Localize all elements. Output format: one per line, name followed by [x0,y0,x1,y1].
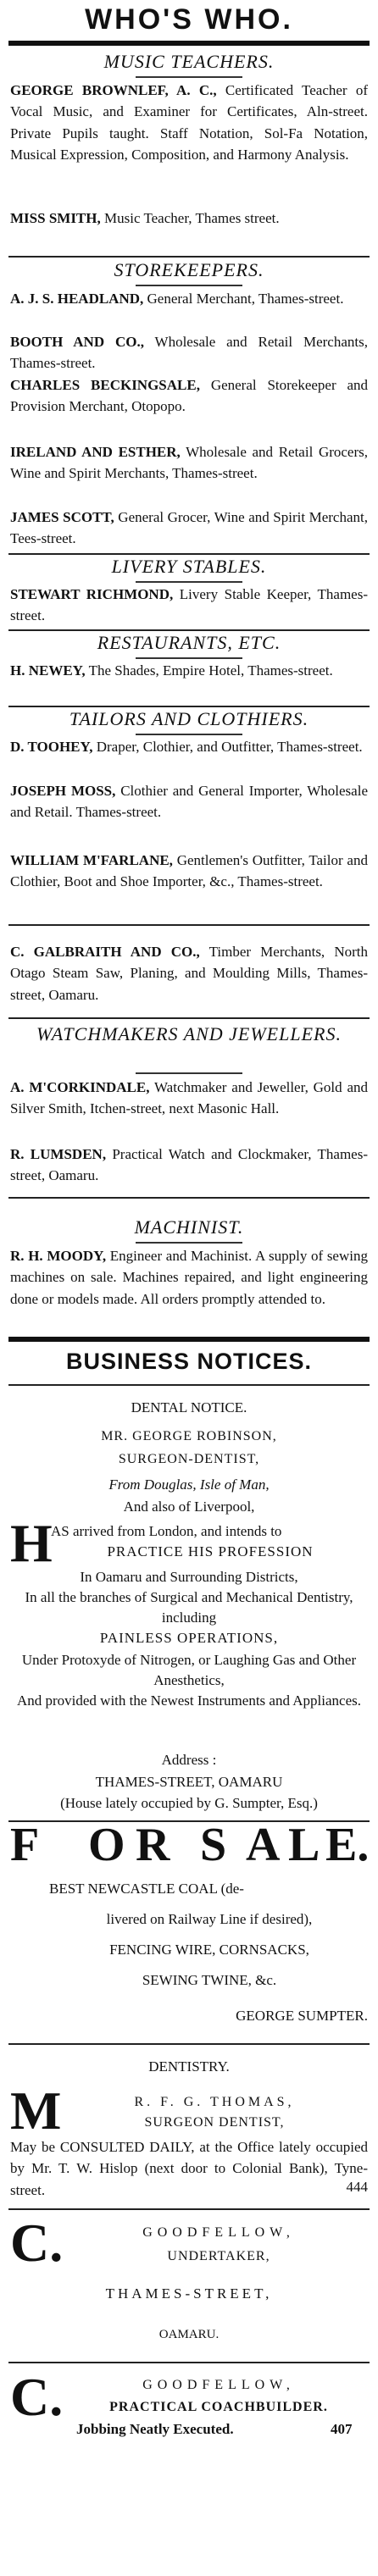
dental-notice-heading: DENTAL NOTICE. [131,1399,247,1415]
dental-body: AS arrived from London, and intends to [51,1523,282,1539]
drop-cap-c: C. [10,2213,64,2273]
dental-body: In Oamaru and Surrounding Districts, [80,1569,298,1585]
section-rule [8,553,370,555]
for-sale-line: livered on Railway Line if desired), [106,1911,313,1927]
dentistry-name: R. F. G. THOMAS, [134,2095,295,2109]
divider [136,1072,242,1074]
listing-name: A. M'CORKINDALE, [10,1079,150,1095]
section-rule [8,1197,370,1199]
listing-entry [10,850,368,893]
business-rule-top [8,1337,370,1342]
listing-name: C. GALBRAITH AND CO., [10,944,200,960]
listing-name: IRELAND AND ESTHER, [10,444,181,460]
section-heading-storekeepers: STOREKEEPERS. [114,259,264,280]
for-sale-letter: O [88,1819,125,1871]
dental-address-label: Address : [161,1752,217,1768]
section-rule [8,1017,370,1019]
divider [136,657,242,659]
undertaker-role: UNDERTAKER, [167,2249,270,2263]
divider [136,1242,242,1244]
drop-cap-m: M [10,2080,62,2141]
dental-body: PRACTICE HIS PROFESSION [107,1543,314,1559]
dental-body: And provided with the Newest Instruments and Appliances. [16,1692,362,1709]
dental-body: Under Protoxyde of Nitrogen, or Laughing Gas and Other Anesthetics, [21,1652,357,1688]
listing-text: Wholesale and Retail Merchants, Thames-street. [10,334,368,372]
notice-rule [8,2208,370,2210]
listing-text: Timber Merchants, North Otago Steam Saw, Planing, and Moulding Mills, Thames-street, Oamaru. [10,944,368,1003]
listing-name: STEWART RICHMOND, [10,586,174,602]
listing-name: WILLIAM M'FARLANE, [10,852,173,868]
dental-from: From Douglas, Isle of Man, [108,1476,270,1493]
dentistry-role: SURGEON DENTIST, [144,2115,285,2130]
dental-address-note: (House lately occupied by G. Sumpter, Esq.) [60,1795,318,1811]
section-heading-machinist: MACHINIST. [134,1216,244,1238]
listing-name: H. NEWEY, [10,662,86,679]
dental-name: MR. GEORGE ROBINSON, [101,1429,277,1443]
listing-name: GEORGE BROWNLEF, A. C., [10,82,217,98]
dental-operations: PAINLESS OPERATIONS, [99,1630,279,1646]
listing-text: Watchmaker and Jeweller, Gold and Silver Smith, Itchen-street, next Masonic Hall. [10,1079,368,1117]
listing-name: BOOTH AND CO., [10,334,144,350]
listing-entry [10,507,368,550]
business-rule-bottom [8,1384,370,1386]
dental-role: SURGEON-DENTIST, [118,1452,260,1466]
listing-text: Clothier and General Importer, Wholesale and Retail. Thames-street. [10,783,368,821]
section-heading-tailors: TAILORS AND CLOTHIERS. [69,708,309,729]
business-notices-title: BUSINESS NOTICES. [65,1349,313,1374]
coach-role: PRACTICAL COACHBUILDER. [109,2400,328,2414]
undertaker-street: THAMES-STREET, [105,2285,273,2302]
undertaker-town: OAMARU. [158,2328,220,2341]
undertaker-name: GOODFELLOW, [142,2225,295,2240]
listing-name: CHARLES BECKINGSALE, [10,377,200,393]
listing-name: D. TOOHEY, [10,739,93,755]
listing-entry [10,941,368,1005]
listing-text: General Storekeeper and Provision Merchant, Otopopo. [10,377,369,415]
section-rule [8,706,370,707]
section-rule [8,924,370,926]
divider [136,734,242,735]
listing-entry [10,660,368,681]
listing-text: Wholesale and Retail Grocers, Wine and Spirit Merchants, Thames-street. [10,444,368,482]
for-sale-signature: GEORGE SUMPTER. [236,2008,368,2024]
listing-name: JOSEPH MOSS, [10,783,116,799]
listing-name: R. LUMSDEN, [10,1146,107,1162]
dental-also: And also of Liverpool, [123,1499,255,1515]
listing-entry [10,1245,368,1310]
drop-cap-c: C. [10,2367,64,2427]
listing-entry [10,331,368,374]
title-rule [8,41,370,46]
listing-text: The Shades, Empire Hotel, Thames-street. [85,662,333,679]
ad-number: 407 [331,2421,353,2437]
listing-entry [10,80,368,166]
section-rule [8,629,370,631]
listing-name: R. H. MOODY, [10,1248,107,1264]
listing-text: Gentlemen's Outfitter, Tailor and Clothier, Boot and Shoe Importer, &c., Thames-street. [10,852,368,890]
listing-entry [10,780,368,823]
listing-text: Practical Watch and Clockmaker, Thames-street, Oamaru. [10,1146,368,1184]
listing-text: Engineer and Machinist. A supply of sewing machines on sale. Machines repaired, and light engineering done or models made. All orders promptly attended to. [10,1248,368,1307]
listing-entry [10,1144,368,1187]
notice-rule [8,2043,370,2045]
for-sale-letter: L [288,1819,320,1871]
divider [136,285,242,286]
section-heading-music-teachers: MUSIC TEACHERS. [103,51,275,72]
section-rule [8,256,370,258]
listing-text: Draper, Clothier, and Outfitter, Thames-street. [92,739,363,755]
section-heading-livery-stables: LIVERY STABLES. [111,556,267,577]
drop-cap-h: H [10,1513,53,1573]
ad-number: 444 [346,2179,368,2195]
divider [136,581,242,583]
listing-text: Certificated Teacher of Vocal Music, and Examiner for Certificates, Aln-street. Private Pupils taught. Staff Notation, Sol-Fa Notation, Musical Expression, Composition, and Harmony Analysis. [10,82,368,163]
for-sale-letter: R [136,1819,170,1871]
listing-text: Music Teacher, Thames street. [100,210,280,226]
listing-name: A. J. S. HEADLAND, [10,291,144,307]
section-heading-restaurants: RESTAURANTS, ETC. [97,632,281,653]
dentistry-body: May be CONSULTED DAILY, at the Office lately occupied by Mr. T. W. Hislop (next door to Colonial Bank), Tyne-street. [10,2139,368,2198]
page-title: WHO'S WHO. [85,3,293,36]
dentistry-heading: DENTISTRY. [148,2058,230,2075]
for-sale-letter: F [10,1819,40,1871]
listing-text: General Grocer, Wine and Spirit Merchant, Tees-street. [10,509,368,547]
coach-note: Jobbing Neatly Executed. [76,2421,234,2437]
dental-address: THAMES-STREET, OAMARU [95,1774,283,1790]
coach-name: GOODFELLOW, [142,2378,295,2392]
listing-entry [10,736,368,757]
listing-entry [10,584,368,627]
for-sale-line: SEWING TWINE, &c. [142,1972,277,1988]
for-sale-line: BEST NEWCASTLE COAL (de- [49,1881,244,1897]
listing-entry [10,208,368,229]
dental-body: In all the branches of Surgical and Mechanical Dentistry, including [25,1589,353,1626]
for-sale-letter: A [246,1819,281,1871]
notice-rule [8,2362,370,2363]
listing-text: General Merchant, Thames-street. [143,291,344,307]
listing-entry [10,374,368,418]
divider [136,76,242,78]
listing-name: JAMES SCOTT, [10,509,114,525]
for-sale-letter: S [200,1819,227,1871]
listing-name: MISS SMITH, [10,210,101,226]
for-sale-letter: E. [325,1819,370,1871]
listing-entry [10,288,368,309]
for-sale-line: FENCING WIRE, CORNSACKS, [109,1942,309,1958]
listing-entry [10,441,368,485]
listing-text: Livery Stable Keeper, Thames-street. [10,586,369,624]
listing-entry [10,1077,368,1120]
section-heading-watchmakers: WATCHMAKERS AND JEWELLERS. [36,1023,342,1044]
